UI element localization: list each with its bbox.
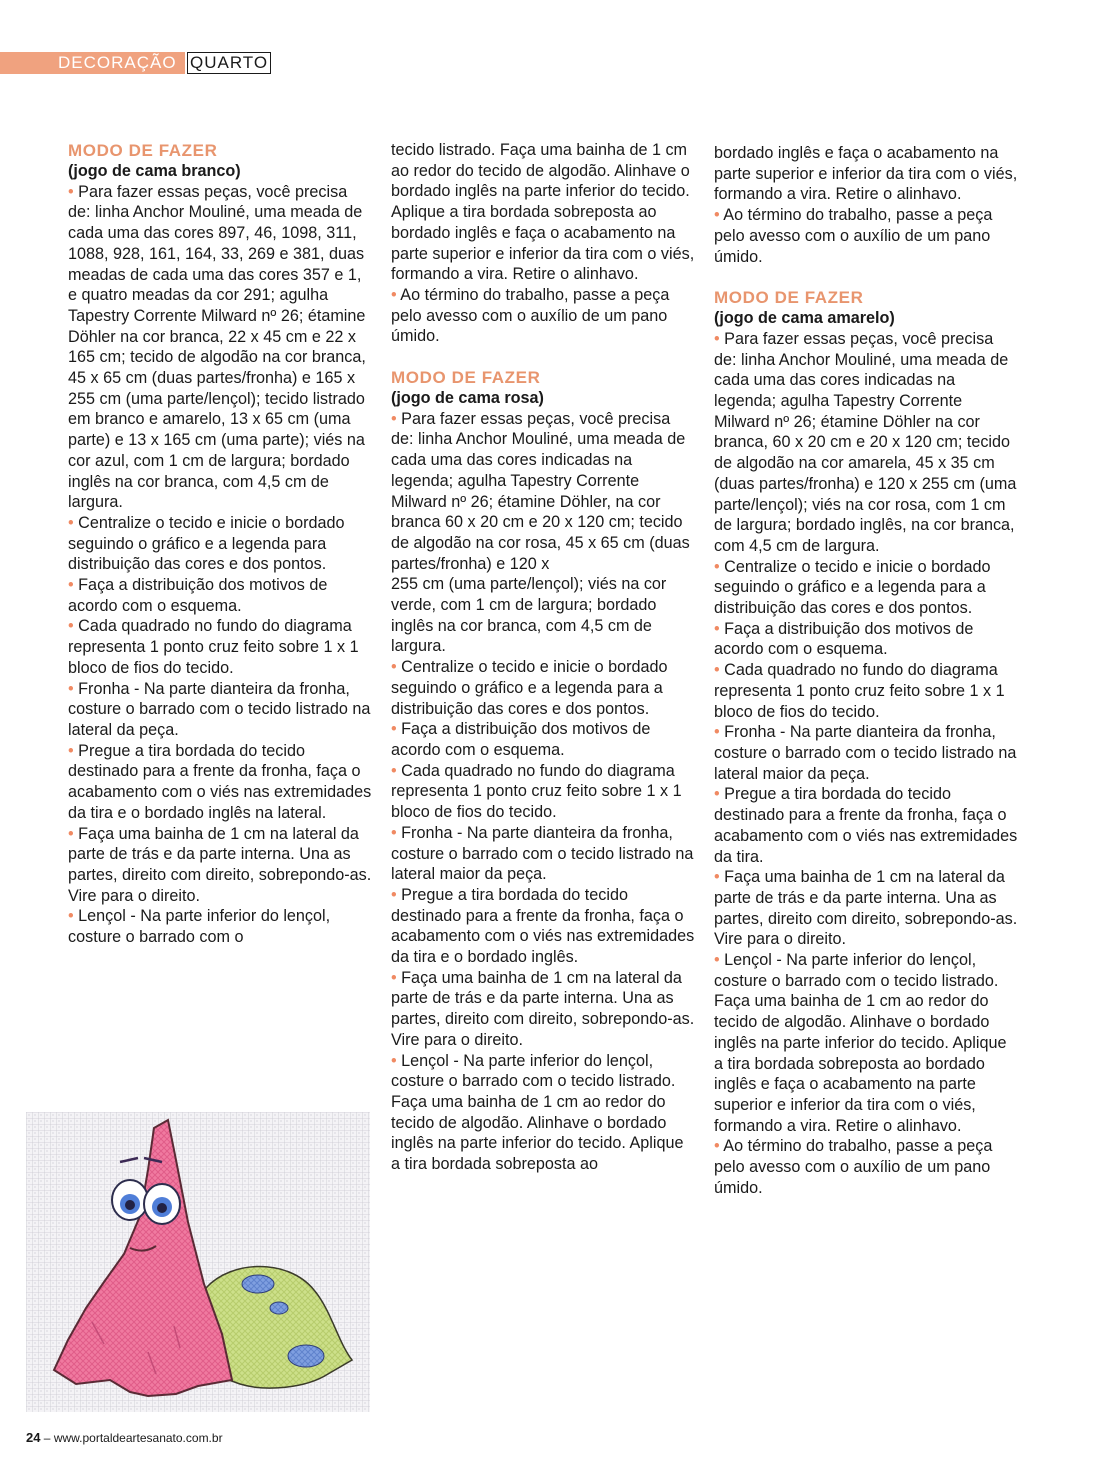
continued-text: tecido listrado. Faça uma bainha de 1 cm ao redor do tecido de algodão. Alinhave o bordado inglês na parte inferior do tecido. Aplique a tira bordada sobreposta ao bordado inglês e faça o acabamento na parte superior e inferior da tira com o viés, formando a vira. Retire o alinhavo. xyxy=(391,141,695,284)
bullet-icon: • xyxy=(68,907,79,926)
instruction-text: Fronha - Na parte dianteira da fronha, costure o barrado com o tecido listrado na lateral maior da peça. xyxy=(714,723,1017,783)
bullet-icon: • xyxy=(391,720,402,739)
instruction-text: 255 cm (uma parte/lençol); viés na cor verde, com 1 cm de largura; bordado inglês na cor branca, com 4,5 cm de largura. xyxy=(391,575,667,656)
bullet-icon: • xyxy=(68,679,79,698)
instruction-paragraph xyxy=(714,950,1019,1136)
instructions-heading: MODO DE FAZER xyxy=(68,141,218,160)
instructions-heading: MODO DE FAZER xyxy=(714,288,864,308)
page-footer xyxy=(26,1430,223,1445)
instructions-list xyxy=(714,329,1019,1199)
instruction-paragraph xyxy=(714,722,1019,784)
instructions-subheading: (jogo de cama amarelo) xyxy=(714,309,895,328)
instruction-text: Lençol - Na parte inferior do lençol, costure o barrado com o tecido listrado. Faça uma bainha de 1 cm ao redor do tecido de algodão. Alinhave o bordado inglês na parte inferior do tecido. Aplique a tira bordada sobreposta ao bordado inglês e faça o acabamento na parte superior e inferior da tira com o viés, formando a vira. Retire o alinhavo. xyxy=(714,951,1007,1135)
bullet-icon: • xyxy=(391,885,402,904)
bullet-icon: • xyxy=(391,409,402,428)
instruction-paragraph xyxy=(391,1051,696,1175)
instruction-paragraph xyxy=(391,657,696,719)
bullet-icon: • xyxy=(714,1137,724,1156)
bullet-icon: • xyxy=(68,576,79,595)
instruction-text: Centralize o tecido e inicie o bordado seguindo o gráfico e a legenda para a distribuição das cores e dos pontos. xyxy=(714,557,991,618)
instruction-paragraph xyxy=(714,784,1019,867)
instruction-paragraph xyxy=(391,574,696,657)
instruction-paragraph xyxy=(391,885,696,968)
instruction-paragraph xyxy=(68,906,373,947)
instructions-subheading: (jogo de cama rosa) xyxy=(391,389,544,408)
bullet-icon: • xyxy=(391,968,402,987)
bullet-icon: • xyxy=(714,951,725,970)
bullet-icon: • xyxy=(391,761,402,780)
instruction-text: Centralize o tecido e inicie o bordado seguindo o gráfico e a legenda para a distribuição das cores e dos pontos. xyxy=(391,658,668,718)
instructions-block-rosa xyxy=(391,367,696,1175)
bullet-icon: • xyxy=(391,1051,402,1070)
instruction-text: Cada quadrado no fundo do diagrama representa 1 ponto cruz feito sobre 1 x 1 bloco de fios do tecido. xyxy=(68,617,359,677)
instruction-text: Faça uma bainha de 1 cm na lateral da parte de trás e da parte interna. Una as partes, direito com direito, sobrepondo-as. Vire para o direito. xyxy=(714,868,1018,949)
bullet-icon: • xyxy=(714,661,725,680)
bullet-icon: • xyxy=(714,557,725,576)
instruction-text: Faça a distribuição dos motivos de acordo com o esquema. xyxy=(714,619,974,659)
final-step xyxy=(714,205,1019,267)
page-number: 24 xyxy=(26,1430,41,1445)
topic-label: QUARTO xyxy=(187,52,271,74)
instruction-paragraph xyxy=(391,409,696,575)
bullet-icon: • xyxy=(68,513,79,532)
bullet-icon: • xyxy=(714,329,725,348)
instruction-paragraph xyxy=(68,679,373,741)
instruction-paragraph xyxy=(714,660,1019,722)
instruction-paragraph xyxy=(68,741,373,824)
column-3 xyxy=(714,143,1019,1198)
instruction-paragraph xyxy=(68,616,373,678)
instruction-text: Fronha - Na parte dianteira da fronha, costure o barrado com o tecido listrado na lateral maior da peça. xyxy=(391,823,694,884)
instruction-text: Fronha - Na parte dianteira da fronha, costure o barrado com o tecido listrado na lateral da peça. xyxy=(68,679,371,739)
instruction-paragraph xyxy=(391,968,696,1051)
instructions-list xyxy=(391,409,696,1175)
instruction-text: Lençol - Na parte inferior do lençol, costure o barrado com o tecido listrado. Faça uma bainha de 1 cm ao redor do tecido de algodão. Alinhave o bordado inglês na parte inferior do tecido. Aplique a tira bordada sobreposta ao xyxy=(391,1051,684,1174)
instruction-text: Cada quadrado no fundo do diagrama representa 1 ponto cruz feito sobre 1 x 1 bloco de fios do tecido. xyxy=(391,761,682,822)
final-step-text: Ao término do trabalho, passe a peça pelo avesso com o auxílio de um pano úmido. xyxy=(714,206,993,266)
instructions-subheading: (jogo de cama branco) xyxy=(68,162,241,180)
column-1 xyxy=(68,140,373,948)
bullet-icon: • xyxy=(714,868,725,887)
footer-separator: – xyxy=(40,1431,54,1445)
instruction-text: Pregue a tira bordada do tecido destinado para a frente da fronha, faça o acabamento com o viés nas extremidades da tira e o bordado inglês na lateral. xyxy=(68,741,372,822)
instruction-paragraph xyxy=(391,823,696,885)
column-2 xyxy=(391,140,696,1175)
bullet-icon: • xyxy=(68,617,79,636)
bullet-icon: • xyxy=(391,823,402,842)
instruction-paragraph xyxy=(68,575,373,616)
instruction-paragraph xyxy=(68,182,373,513)
instruction-paragraph xyxy=(68,513,373,575)
instruction-paragraph xyxy=(714,557,1019,619)
instructions-block-amarelo xyxy=(714,287,1019,1198)
bullet-icon: • xyxy=(714,785,725,804)
bullet-icon: • xyxy=(68,182,79,201)
instruction-paragraph xyxy=(714,329,1019,557)
bullet-icon: • xyxy=(391,285,397,304)
bullet-icon: • xyxy=(714,206,720,225)
instruction-paragraph xyxy=(391,719,696,760)
instruction-text: Cada quadrado no fundo do diagrama representa 1 ponto cruz feito sobre 1 x 1 bloco de fios do tecido. xyxy=(714,661,1005,721)
bullet-icon: • xyxy=(714,723,725,742)
footer-site: www.portaldeartesanato.com.br xyxy=(53,1431,223,1445)
instruction-text: Pregue a tira bordada do tecido destinado para a frente da fronha, faça o acabamento com o viés nas extremidades da tira. xyxy=(714,785,1018,866)
instruction-text: Faça uma bainha de 1 cm na lateral da parte de trás e da parte interna. Una as partes, direito com direito, sobrepondo-as. Vire para o direito. xyxy=(391,968,695,1049)
section-label: DECORAÇÃO xyxy=(58,53,177,72)
instruction-text: Faça a distribuição dos motivos de acordo com o esquema. xyxy=(68,576,328,615)
instruction-text: Pregue a tira bordada do tecido destinado para a frente da fronha, faça o acabamento com o viés nas extremidades da tira e o bordado inglês. xyxy=(391,885,695,967)
cross-stitch-starfish-image xyxy=(26,1112,370,1412)
final-step-text: Ao término do trabalho, passe a peça pelo avesso com o auxílio de um pano úmido. xyxy=(391,285,670,346)
bullet-icon: • xyxy=(391,658,402,677)
instructions-heading: MODO DE FAZER xyxy=(391,368,541,388)
instruction-text: Para fazer essas peças, você precisa de: linha Anchor Mouliné, uma meada de cada uma das cores indicadas na legenda; agulha Tapestry Corrente Milward nº 26; étamine Döhler na cor branca, 60 x 20 cm e 20 x 120 cm; tecido de algodão na cor amarela, 45 x 35 cm (duas partes/fronha) e 120 x 255 cm (uma parte/lençol); viés na cor rosa, com 1 cm de largura; bordado inglês, na cor branca, com 4,5 cm de largura. xyxy=(714,329,1017,555)
instruction-text: Faça a distribuição dos motivos de acordo com o esquema. xyxy=(391,720,651,759)
instruction-text: Para fazer essas peças, você precisa de: linha Anchor Mouliné, uma meada de cada uma das cores 897, 46, 1098, 311, 1088, 928, 161, 164, 33, 269 e 381, duas meadas de cada uma das cores 357 e 1, e quatro meadas da cor 291; agulha Tapestry Corrente Milward nº 26; étamine Döhler na cor branca, 22 x 45 cm e 22 x 165 cm; tecido de algodão na cor branca, 45 x 65 cm (duas partes/fronha) e 165 x 255 cm (uma parte/lençol); tecido listrado em branco e amarelo, 13 x 65 cm (uma parte) e 13 x 165 cm (uma parte); viés na cor azul, com 1 cm de largura; bordado inglês na cor branca, com 4,5 cm de largura. xyxy=(68,182,366,512)
starfish-illustration xyxy=(26,1112,370,1412)
instruction-text: Para fazer essas peças, você precisa de: linha Anchor Mouliné, uma meada de cada uma das cores indicadas na legenda; agulha Tapestry Corrente Milward nº 26; étamine Döhler, na cor branca 60 x 20 cm e 20 x 120 cm; tecido de algodão na cor rosa, 45 x 65 cm (duas partes/fronha) e 120 x xyxy=(391,409,690,573)
instruction-paragraph xyxy=(714,1136,1019,1198)
bullet-icon: • xyxy=(68,824,79,843)
instruction-text: Lençol - Na parte inferior do lençol, costure o barrado com o xyxy=(68,907,331,947)
bullet-icon: • xyxy=(68,741,79,760)
instruction-text: Ao término do trabalho, passe a peça pelo avesso com o auxílio de um pano úmido. xyxy=(714,1137,993,1197)
instruction-paragraph xyxy=(714,619,1019,660)
continued-text: bordado inglês e faça o acabamento na parte superior e inferior da tira com o viés, formando a vira. Retire o alinhavo. xyxy=(714,144,1018,204)
instruction-paragraph xyxy=(714,867,1019,950)
instruction-paragraph xyxy=(391,761,696,823)
instruction-text: Centralize o tecido e inicie o bordado seguindo o gráfico e a legenda para distribuição das cores e dos pontos. xyxy=(68,513,345,574)
instruction-paragraph xyxy=(68,824,373,907)
bullet-icon: • xyxy=(714,619,725,638)
instructions-list xyxy=(68,182,373,948)
final-step xyxy=(391,285,696,347)
instruction-text: Faça uma bainha de 1 cm na lateral da parte de trás e da parte interna. Una as partes, direito com direito, sobrepondo-as. Vire para o direito. xyxy=(68,824,372,905)
